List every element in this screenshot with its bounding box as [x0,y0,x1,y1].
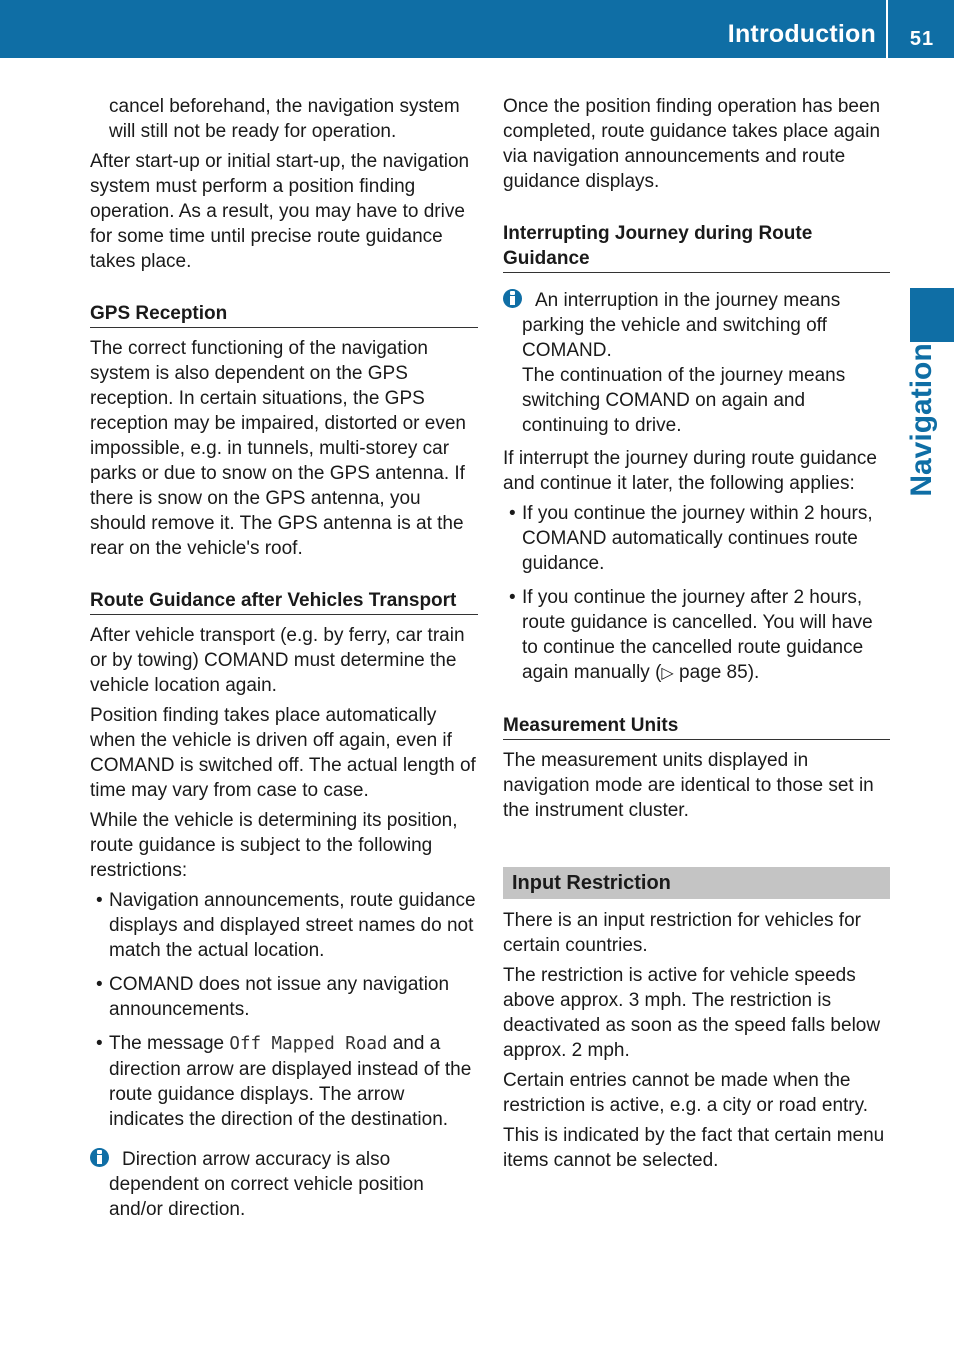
input-restriction-paragraph-2: The restriction is active for vehicle speeds above approx. 3 mph. The restriction is deactivated as soon as the speed falls below approx. 2 mph. [503,965,881,1061]
gps-reception-paragraph: The correct functioning of the navigation system is also dependent on the GPS reception. In certain situations, the GPS reception may be impaired, distorted or even impossible, e.g. in tunnels, multi-storey car parks or due to snow on the GPS antenna. If there is snow on the GPS antenna, you should remove it. The GPS antenna is at the rear on the vehicle's roof. [90,338,466,559]
side-tab-label: Navigation [905,343,938,497]
measurement-units-heading: Measurement Units [503,713,890,740]
info-text-line-2: The continuation of the journey means switching COMAND on again and continuing to drive. [522,365,846,436]
info-text: Direction arrow accuracy is also dependent on correct vehicle position and/or direction. [109,1149,424,1220]
interrupt-paragraph: If interrupt the journey during route guidance and continue it later, the following applies: [503,448,877,494]
interrupting-journey-heading: Interrupting Journey during Route Guidance [503,221,890,273]
bullet-text: If you continue the journey within 2 hours, COMAND automatically continues route guidance. [522,503,873,574]
page-number: 51 [909,28,935,50]
info-icon [503,289,522,308]
bullet-mark: • [509,587,516,608]
list-item [90,1031,478,1132]
info-icon [90,1148,109,1167]
bullet-text: Navigation announcements, route guidance displays and displayed street names do not match the actual location. [109,890,476,961]
bullet-text-prefix: The message [109,1033,230,1054]
bullet-mark: • [96,890,103,911]
page-reference[interactable]: page 85). [673,662,760,683]
list-item [503,585,890,686]
transport-heading: Route Guidance after Vehicles Transport [90,588,478,615]
gps-reception-heading: GPS Reception [90,301,478,328]
section-title: Introduction [727,20,876,48]
info-note [90,1147,478,1222]
input-restriction-paragraph-4: This is indicated by the fact that certain menu items cannot be selected. [503,1125,885,1171]
info-note [503,288,890,438]
bullet-text-suffix: and a direction arrow are displayed instead of the route guidance displays. The arrow indicates the direction of the destination. [109,1033,472,1130]
right-column [503,94,890,1178]
list-item [90,972,478,1022]
info-text-line-1: An interruption in the journey means parking the vehicle and switching off COMAND. [522,290,841,361]
list-item [90,888,478,963]
transport-paragraph-2: Position finding takes place automatically when the vehicle is driven off again, even if COMAND is switched off. The actual length of time may vary from case to case. [90,705,476,801]
transport-paragraph-1: After vehicle transport (e.g. by ferry, car train or by towing) COMAND must determine the vehicle location again. [90,625,465,696]
display-message-code: Off Mapped Road [229,1034,388,1054]
list-item [503,501,890,576]
bullet-text: COMAND does not issue any navigation announcements. [109,974,450,1020]
transport-paragraph-3: While the vehicle is determining its position, route guidance is subject to the following restrictions: [90,810,458,881]
bullet-mark: • [509,503,516,524]
page-reference-arrow-icon: ▷ [661,665,674,682]
guidance-resume-paragraph: Once the position finding operation has been completed, route guidance takes place again via navigation announcements and route guidance displays. [503,96,881,192]
header-divider [886,0,888,58]
side-tab-block [910,288,954,342]
continuation-paragraph: cancel beforehand, the navigation system will still not be ready for operation. [109,96,460,142]
bullet-mark: • [96,1033,103,1054]
startup-paragraph: After start-up or initial start-up, the navigation system must perform a position finding operation. As a result, you may have to drive for some time until precise route guidance takes place. [90,151,470,272]
input-restriction-heading: Input Restriction [503,867,890,899]
bullet-text-prefix: If you continue the journey after 2 hours, route guidance is cancelled. You will have to continue the cancelled route guidance again manually ( [522,587,873,683]
left-column [90,94,478,1230]
measurement-units-paragraph: The measurement units displayed in navigation mode are identical to those set in the instrument cluster. [503,750,874,821]
bullet-mark: • [96,974,103,995]
input-restriction-paragraph-3: Certain entries cannot be made when the restriction is active, e.g. a city or road entry. [503,1070,869,1116]
input-restriction-paragraph-1: There is an input restriction for vehicles for certain countries. [503,910,861,956]
